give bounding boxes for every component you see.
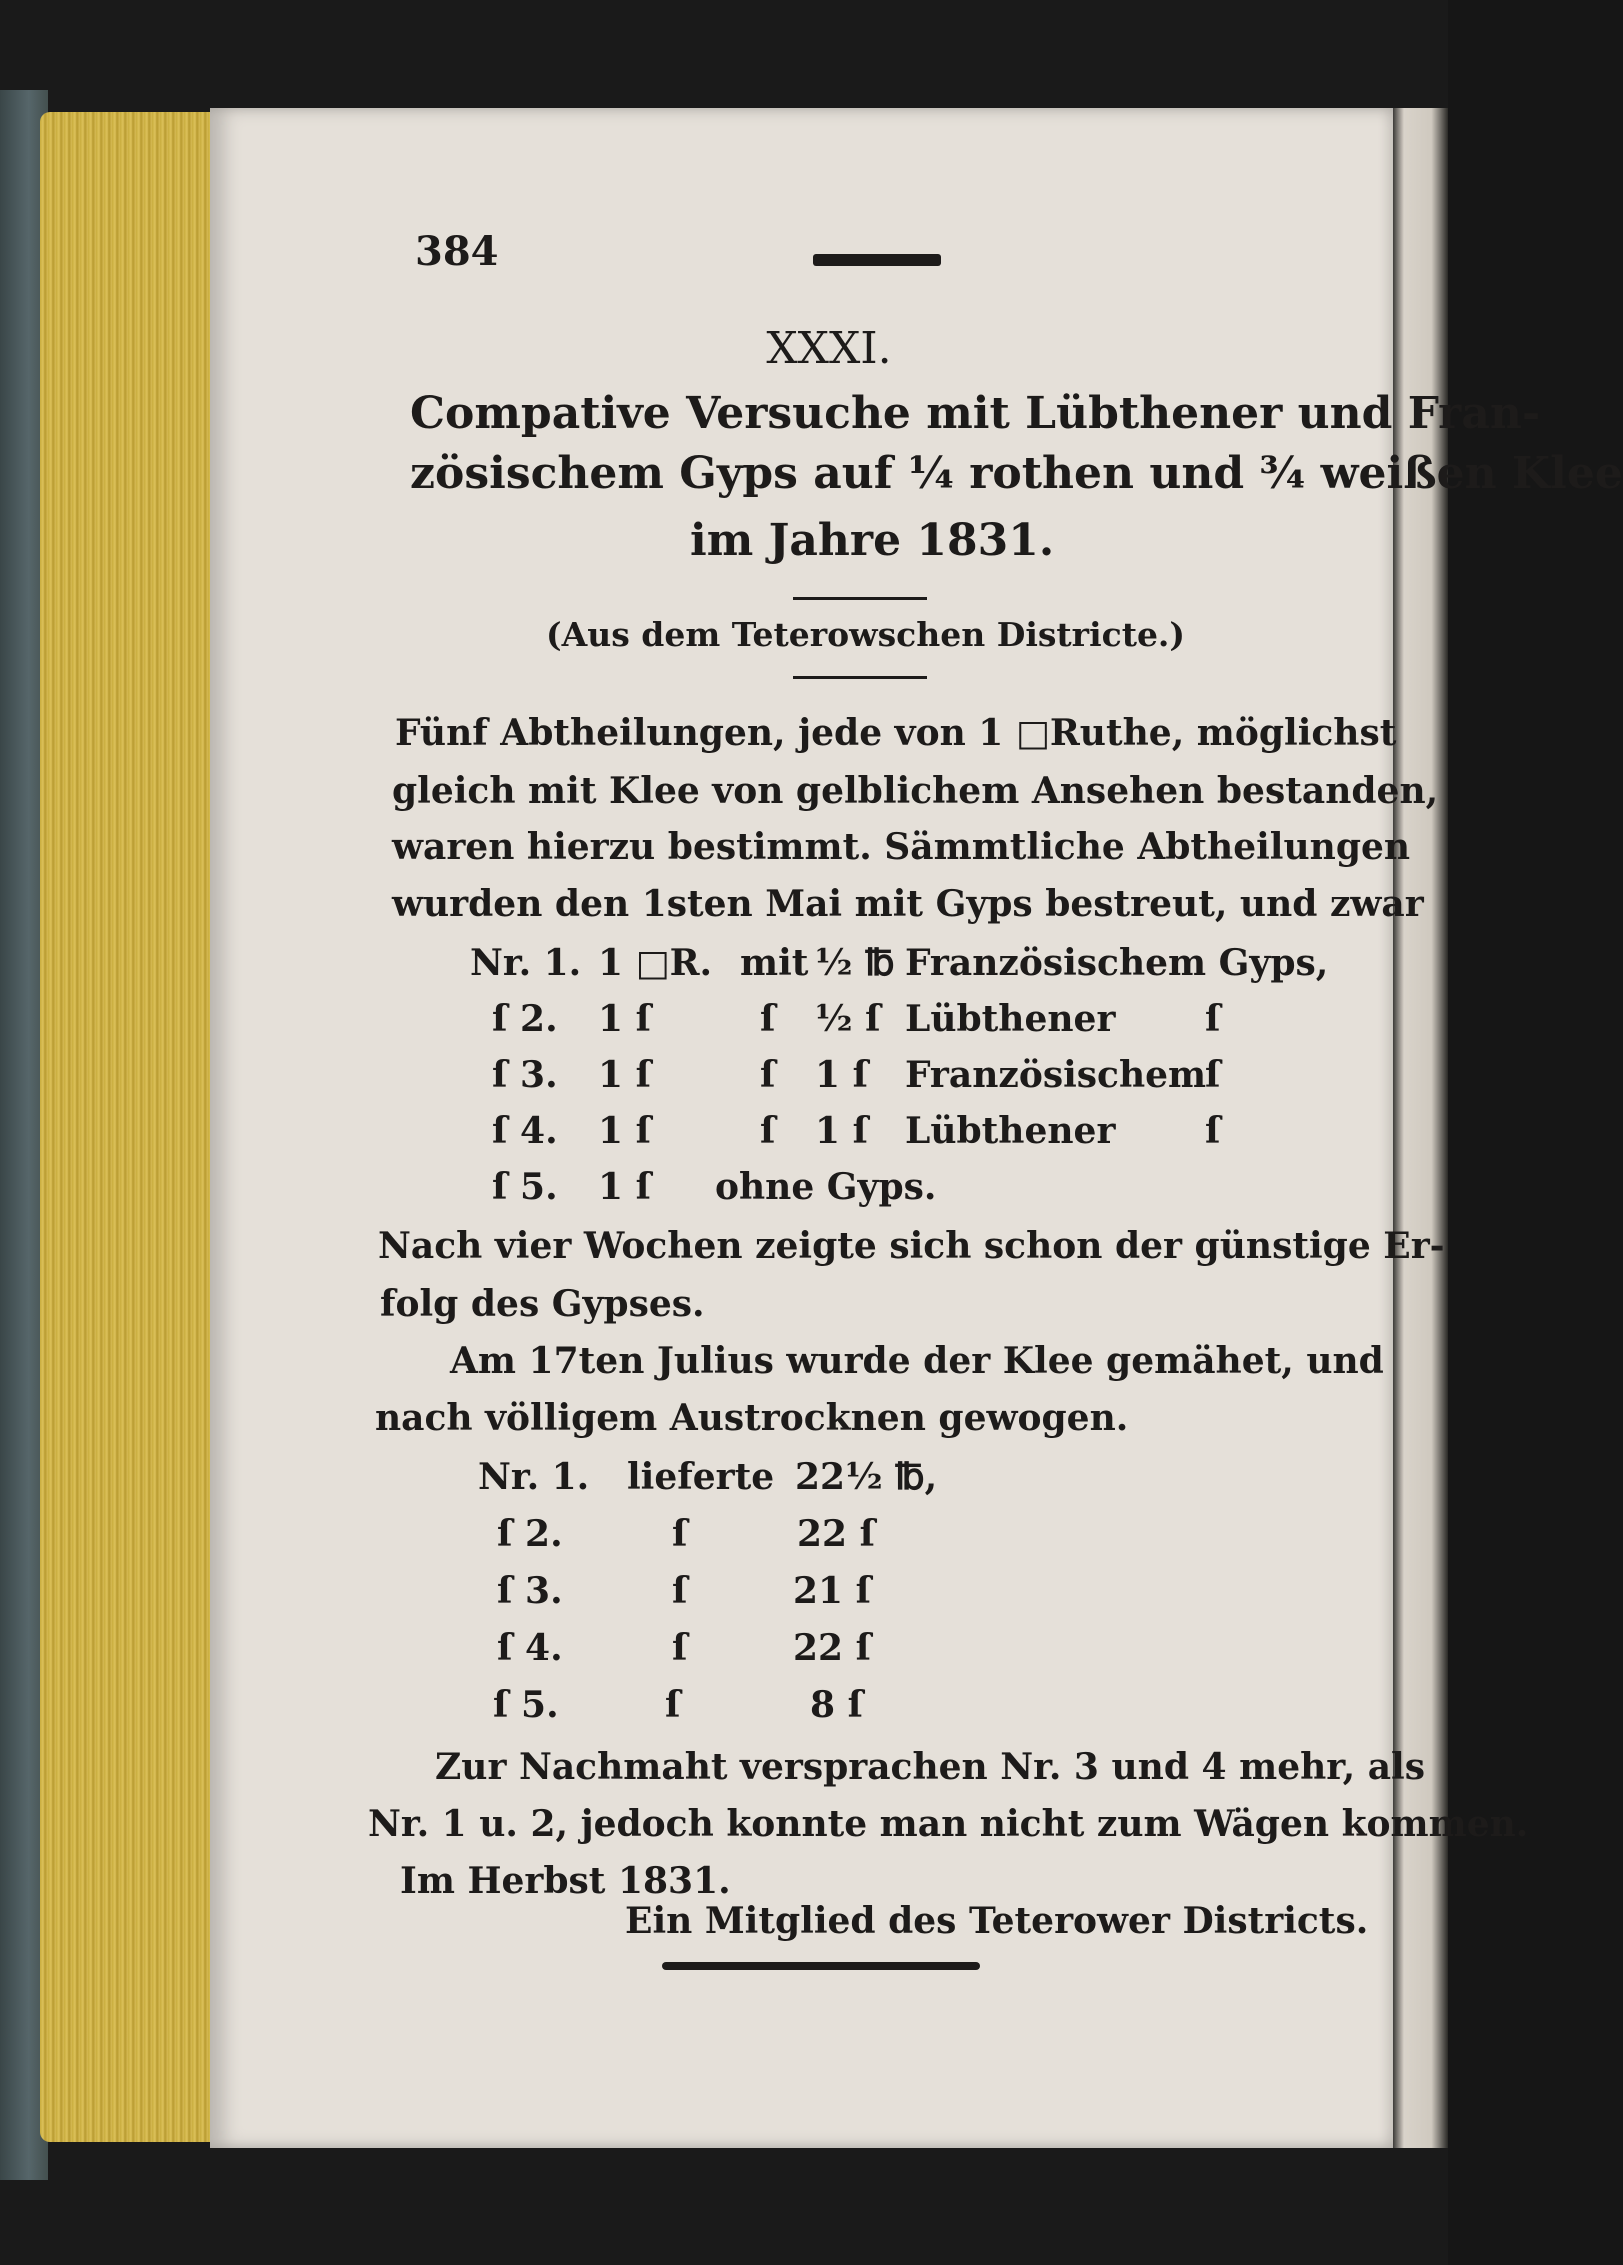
header-rule [813,254,941,266]
paragraph4-line-1: Zur Nachmaht versprachen Nr. 3 und 4 mehr, als [435,1746,1425,1788]
yield-row-5-nr: ſ 5. [493,1684,559,1726]
yield-row-2-nr: ſ 2. [497,1513,563,1555]
gyps-row-2-kind: Lübthener [905,998,1116,1040]
gyps-row-1-kind: Französischem Gyps, [905,942,1329,984]
yield-row-5-value: 8 ſ [810,1684,864,1726]
yield-row-4-nr: ſ 4. [497,1627,563,1669]
gyps-row-4-kind: Lübthener [905,1110,1116,1152]
gyps-row-4-mit: ſ [760,1110,776,1152]
paragraph1-line-3: waren hierzu bestimmt. Sämmtliche Abtheilungen [392,826,1411,868]
yield-row-1-verb: lieferte [627,1456,775,1498]
rule-below-source [793,676,927,679]
gyps-row-2-mit: ſ [760,998,776,1040]
gyps-row-3-amount: 1 ſ [815,1054,869,1096]
gyps-row-3-mit: ſ [760,1054,776,1096]
source-note: (Aus dem Teterowschen Districte.) [546,615,1186,654]
gyps-row-2-nr: ſ 2. [492,998,558,1040]
paragraph2-line-1: Nach vier Wochen zeigte sich schon der günstige Er- [378,1225,1445,1267]
yield-row-4-value: 22 ſ [793,1627,872,1669]
title-line-3: im Jahre 1831. [690,515,1055,566]
yield-row-2-value: 22 ſ [797,1513,876,1555]
yield-row-2-verb: ſ [672,1513,688,1555]
yield-row-3-verb: ſ [672,1570,688,1612]
yield-row-4-verb: ſ [672,1627,688,1669]
gyps-row-1-mit: mit [740,942,809,984]
closing-rule [662,1962,980,1970]
page-number: 384 [415,228,499,275]
gilded-page-edges [40,112,215,2142]
signature: Ein Mitglied des Teterower Districts. [625,1900,1369,1942]
gyps-row-4-area: 1 ſ [598,1110,652,1152]
gyps-row-4-ditto: ſ [1205,1110,1221,1152]
yield-row-1-nr: Nr. 1. [478,1456,590,1498]
gyps-row-2-amount: ½ ſ [815,998,881,1040]
gyps-row-3-area: 1 ſ [598,1054,652,1096]
paragraph3-line-1: Am 17ten Julius wurde der Klee gemähet, und [450,1340,1384,1382]
paragraph1-line-2: gleich mit Klee von gelblichem Ansehen bestanden, [392,770,1439,812]
paragraph4-line-2: Nr. 1 u. 2, jedoch konnte man nicht zum Wägen kommen. [368,1803,1529,1845]
gyps-row-4-amount: 1 ſ [815,1110,869,1152]
title-line-1: Compative Versuche mit Lübthener und Fran- [410,388,1541,439]
yield-row-3-value: 21 ſ [793,1570,872,1612]
paragraph3-line-2: nach völligem Austrocknen gewogen. [375,1397,1129,1439]
gyps-row-1-amount: ½ ℔ [815,942,895,984]
gyps-row-5-mit: ohne Gyps. [715,1166,937,1208]
gyps-row-3-kind: Französischem [905,1054,1207,1096]
gyps-row-2-area: 1 ſ [598,998,652,1040]
rule-above-source [793,597,927,600]
gyps-row-3-ditto: ſ [1205,1054,1221,1096]
gyps-row-3-nr: ſ 3. [492,1054,558,1096]
title-line-2: zösischem Gyps auf ¼ rothen und ¾ weißen Klee [410,448,1623,499]
gyps-row-5-area: 1 ſ [598,1166,652,1208]
gyps-row-4-nr: ſ 4. [492,1110,558,1152]
gyps-row-2-ditto: ſ [1205,998,1221,1040]
date-line: Im Herbst 1831. [400,1860,731,1902]
yield-row-5-verb: ſ [665,1684,681,1726]
paragraph1-line-4: wurden den 1sten Mai mit Gyps bestreut, und zwar [392,883,1424,925]
yield-row-3-nr: ſ 3. [497,1570,563,1612]
gyps-row-1-area: 1 □R. [598,942,713,984]
gyps-row-5-nr: ſ 5. [492,1166,558,1208]
section-number: XXXI. [766,323,892,374]
gyps-row-1-nr: Nr. 1. [470,942,582,984]
paragraph1-line-1: Fünf Abtheilungen, jede von 1 □Ruthe, möglichst [395,712,1397,754]
yield-row-1-value: 22½ ℔, [795,1456,938,1498]
paragraph2-line-2: folg des Gypses. [380,1283,705,1325]
